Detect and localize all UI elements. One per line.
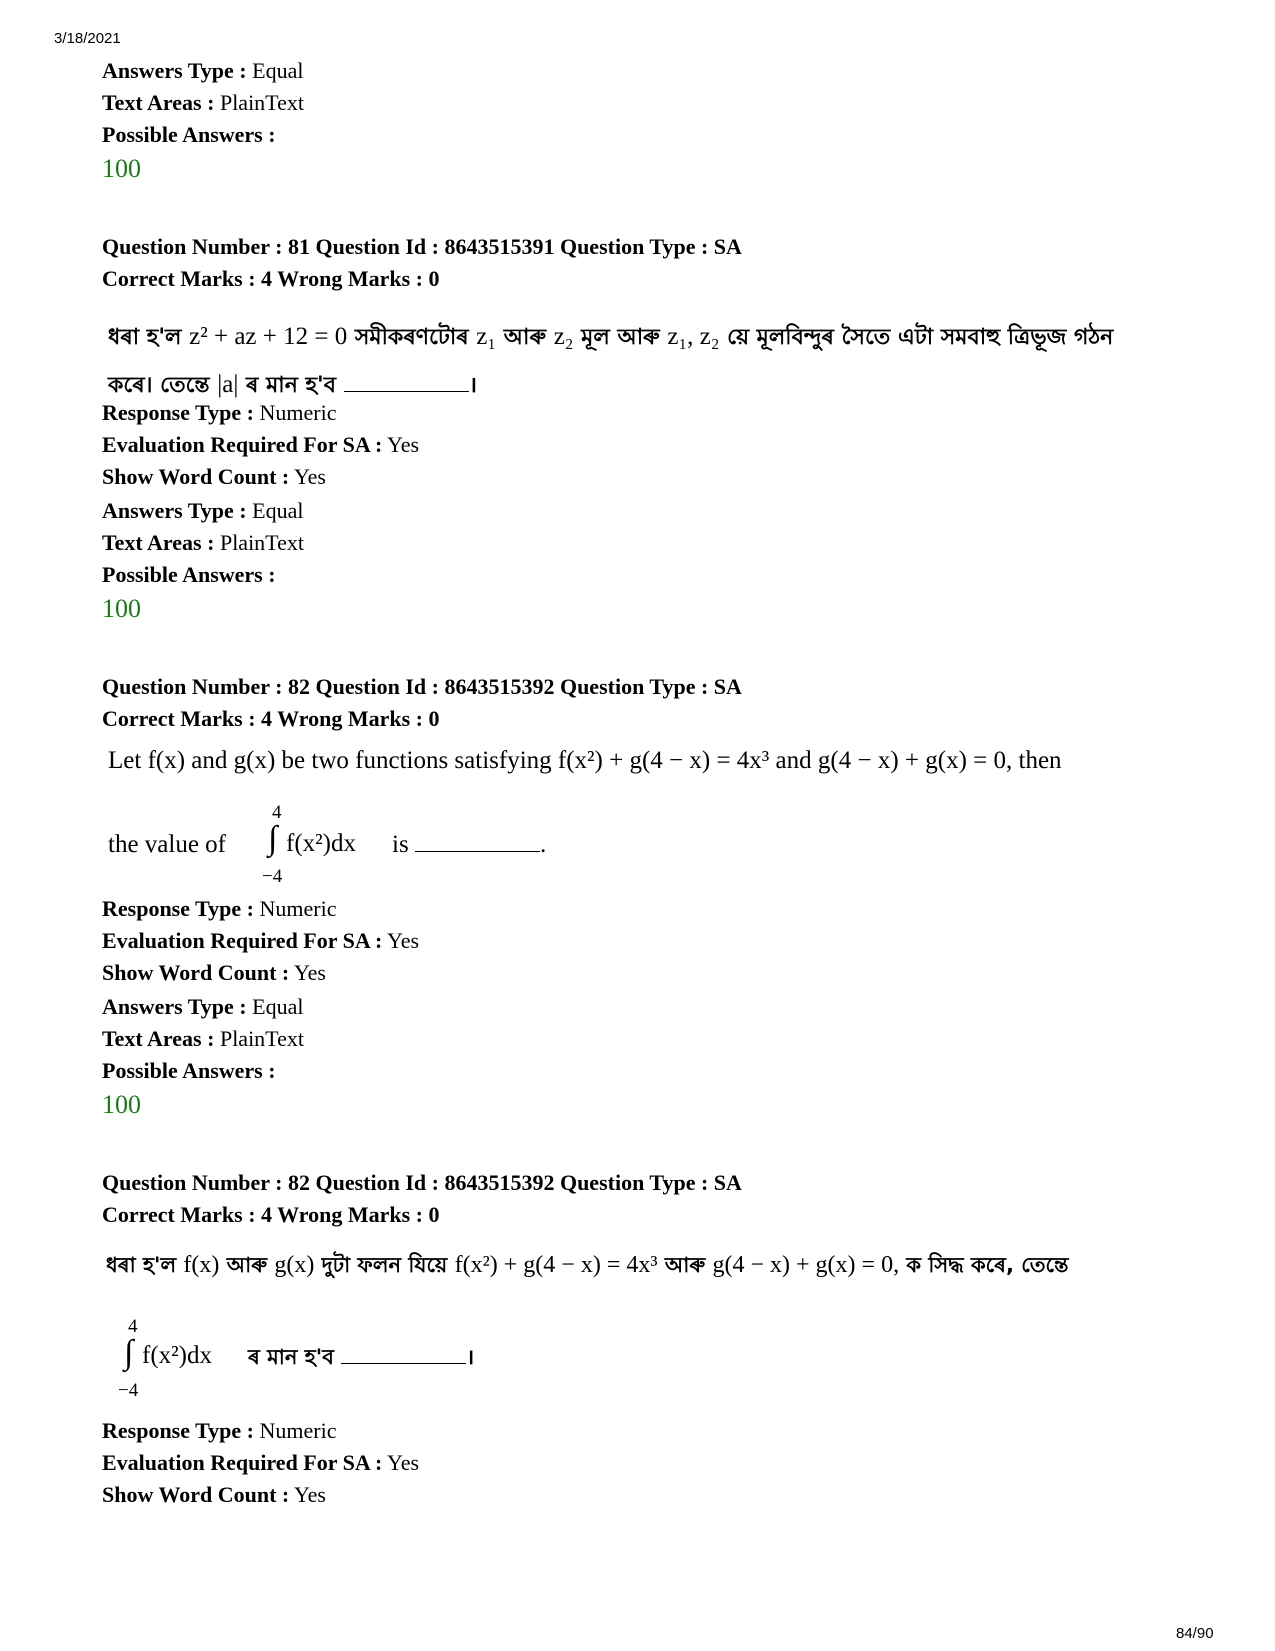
answers-type-row: Answers Type : Equal <box>102 994 304 1019</box>
integral-upper-limit: 4 <box>272 802 282 823</box>
show-word-count-row: Show Word Count : Yes <box>102 960 326 985</box>
value: Equal <box>252 58 304 83</box>
question-marks: Correct Marks : 4 Wrong Marks : 0 <box>102 266 440 291</box>
response-type-row: Response Type : Numeric <box>102 1418 337 1443</box>
value: PlainText <box>219 90 304 115</box>
question-text-line: কৰে। তেন্তে |a| ৰ মান হ'ব । <box>108 371 478 398</box>
print-date: 3/18/2021 <box>54 30 121 47</box>
answer-blank <box>341 1359 466 1364</box>
page-number: 84/90 <box>1176 1625 1214 1642</box>
question-header: Question Number : 81 Question Id : 8643515391 Question Type : SA <box>102 234 742 259</box>
eval-required-row: Evaluation Required For SA : Yes <box>102 1450 420 1475</box>
show-word-count-row: Show Word Count : Yes <box>102 464 326 489</box>
response-type-row: Response Type : Numeric <box>102 400 337 425</box>
answers-type-row: Answers Type : Equal <box>102 498 304 523</box>
question-marks: Correct Marks : 4 Wrong Marks : 0 <box>102 1202 440 1227</box>
question-text-line: ৰ মান হ'ব । <box>248 1345 475 1369</box>
question-header: Question Number : 82 Question Id : 8643515392 Question Type : SA <box>102 674 742 699</box>
integral-sign: ∫ <box>268 820 278 857</box>
integrand: f(x²)dx <box>286 830 356 857</box>
label: Answers Type : <box>102 58 247 83</box>
possible-answer-value: 100 <box>102 1090 141 1119</box>
question-text-line: the value of <box>108 831 227 858</box>
label: Text Areas : <box>102 90 215 115</box>
text-areas-row <box>102 90 304 116</box>
question-header: Question Number : 82 Question Id : 8643515392 Question Type : SA <box>102 1170 742 1195</box>
possible-answers-row <box>102 122 276 148</box>
integral-lower-limit: −4 <box>118 1380 139 1401</box>
text-areas-row: Text Areas : PlainText <box>102 1026 304 1051</box>
integral-upper-limit: 4 <box>128 1316 138 1337</box>
question-text-line: is . <box>392 831 547 858</box>
text-areas-row: Text Areas : PlainText <box>102 530 304 555</box>
integral-sign: ∫ <box>124 1334 134 1371</box>
answer-blank <box>415 847 540 852</box>
integral-lower-limit: −4 <box>262 866 283 887</box>
answers-type-row <box>102 58 303 84</box>
question-marks: Correct Marks : 4 Wrong Marks : 0 <box>102 706 440 731</box>
show-word-count-row: Show Word Count : Yes <box>102 1482 326 1507</box>
label: Possible Answers : <box>102 122 276 147</box>
question-text-line: Let f(x) and g(x) be two functions satisfying f(x²) + g(4 − x) = 4x³ and g(4 − x) + g(x) = 0, then <box>108 747 1062 774</box>
possible-answers-row: Possible Answers : <box>102 562 276 587</box>
possible-answer-value: 100 <box>102 154 141 183</box>
possible-answer-value: 100 <box>102 594 141 623</box>
integrand: f(x²)dx <box>142 1342 212 1369</box>
answer-blank <box>344 387 469 392</box>
question-text-line: ধৰা হ'ল f(x) আৰু g(x) দুটা ফলন যিয়ে f(x²) + g(4 − x) = 4x³ আৰু g(4 − x) + g(x) = 0, ক সিদ্ধ কৰে, তেন্তে <box>106 1252 1069 1278</box>
response-type-row: Response Type : Numeric <box>102 896 337 921</box>
eval-required-row: Evaluation Required For SA : Yes <box>102 928 420 953</box>
eval-required-row: Evaluation Required For SA : Yes <box>102 432 420 457</box>
possible-answers-row: Possible Answers : <box>102 1058 276 1083</box>
question-text-line: ধৰা হ'ল z² + az + 12 = 0 সমীকৰণটোৰ z₁ আৰু z₂ মূল আৰু z₁, z₂ য়ে মূলবিন্দুৰ সৈতে এটা সমবাহু ত্ৰিভূজ গঠন <box>108 323 1114 350</box>
